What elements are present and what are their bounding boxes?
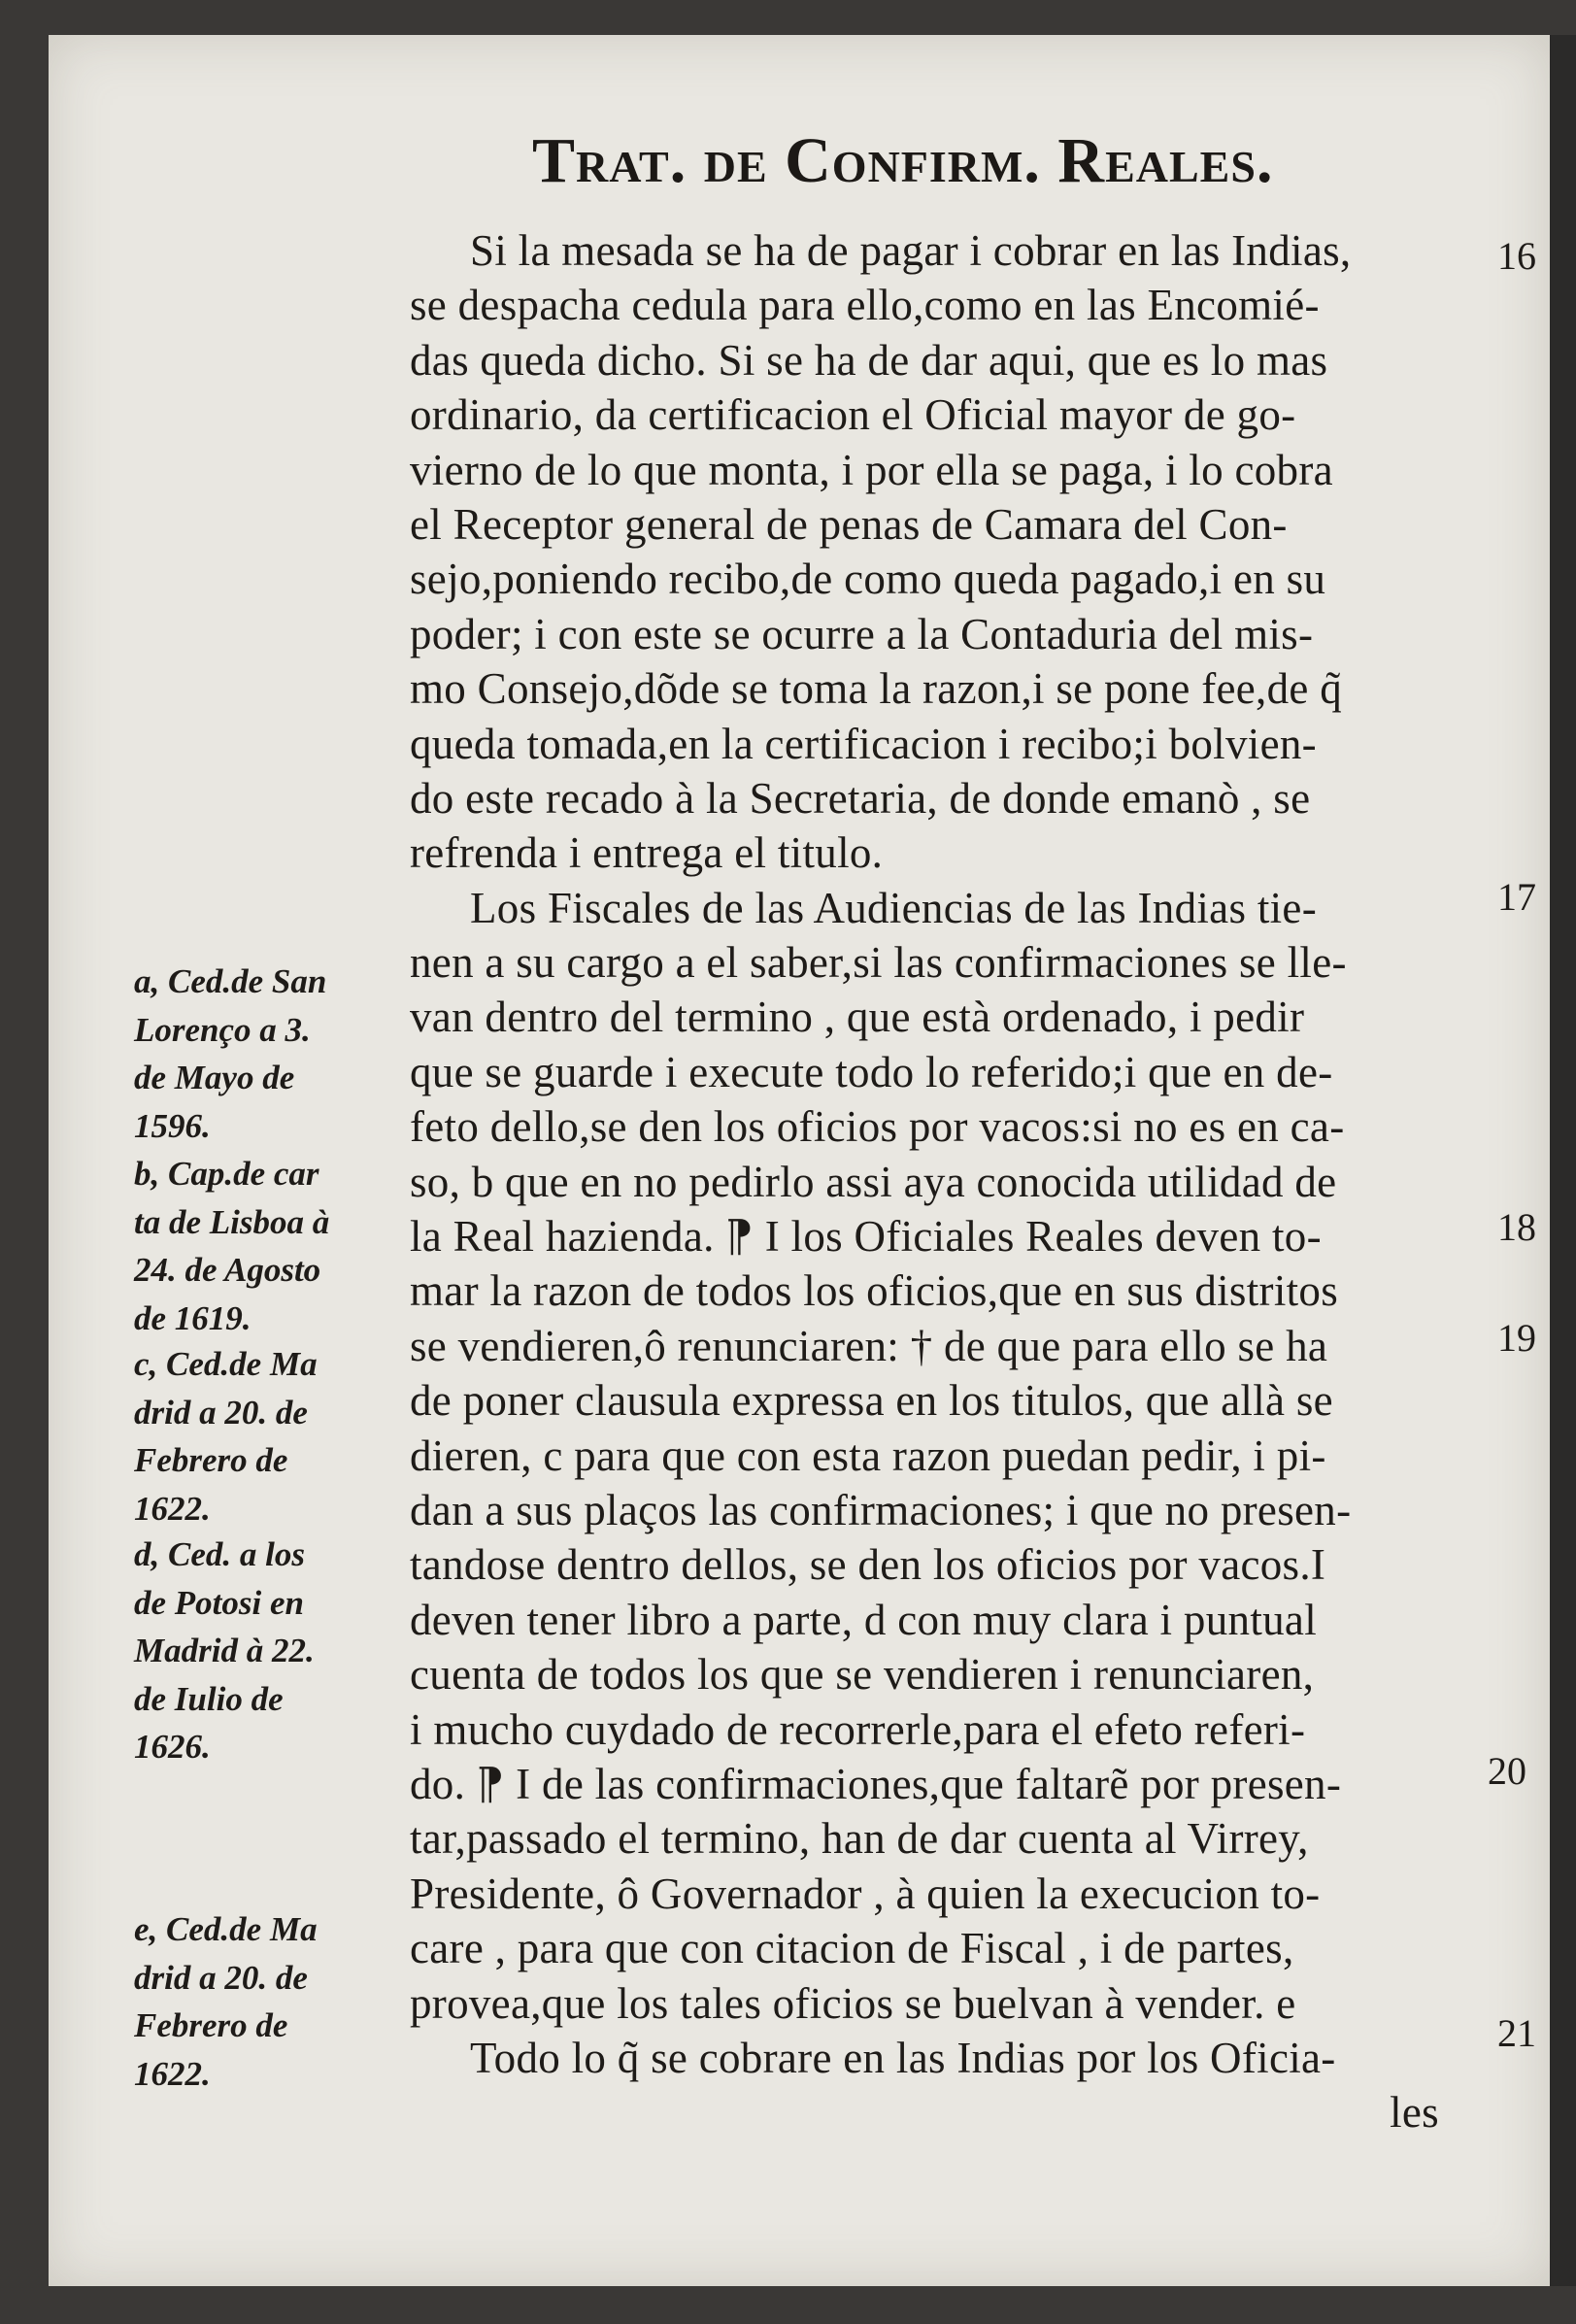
text-line: mar la razon de todos los oficios,que en sus distritos [410, 1266, 1339, 1316]
paragraph-number: 18 [1497, 1205, 1536, 1249]
text-line: tandose dentro dellos, se den los oficios por vacos.I [410, 1540, 1326, 1590]
text-line: ordinario, da certificacion el Oficial mayor de go- [410, 390, 1296, 440]
text-line: so, b que en no pedirlo assi aya conocida utilidad de [410, 1157, 1337, 1206]
text-line: de poner clausula expressa en los titulos, que allà se [410, 1376, 1333, 1426]
margin-note: b, Cap.de car ta de Lisboa à 24. de Agosto de 1619. [134, 1155, 330, 1337]
text-line: dan a sus plaços las confirmaciones; i que no presen- [410, 1485, 1352, 1534]
text-line: vierno de lo que monta, i por ella se paga, i lo cobra [410, 445, 1333, 494]
page-edge [1550, 35, 1576, 2286]
text-line: Todo lo q̃ se cobrare en las Indias por los Oficia- [470, 2033, 1336, 2082]
text-line: el Receptor general de penas de Camara del Con- [410, 499, 1288, 549]
text-line: do. ⁋ I de las confirmaciones,que faltarẽ por presen- [410, 1759, 1342, 1808]
paragraph-number: 16 [1497, 234, 1536, 278]
paragraph-number: 17 [1497, 875, 1536, 919]
text-line: van dentro del termino , que està ordenado, i pedir [410, 993, 1305, 1042]
text-line: mo Consejo,dõde se toma la razon,i se pone fee,de q̃ [410, 664, 1343, 714]
margin-note: d, Ced. a los de Potosi en Madrid à 22. de Iulio de 1626. [134, 1535, 315, 1766]
text-line: queda tomada,en la certificacion i recibo;i bolvien- [410, 719, 1317, 768]
main-text [410, 223, 1486, 2140]
text-line: Si la mesada se ha de pagar i cobrar en las Indias, [470, 226, 1352, 275]
catchword: les [1390, 2088, 1439, 2138]
text-line: Los Fiscales de las Audiencias de las Indias tie- [470, 883, 1317, 932]
text-line: refrenda i entrega el titulo. [410, 828, 884, 878]
paragraph-number: 19 [1497, 1316, 1536, 1360]
text-line: tar,passado el termino, han de dar cuenta al Virrey, [410, 1814, 1309, 1864]
margin-note: c, Ced.de Ma drid a 20. de Febrero de 1622. [134, 1345, 318, 1528]
text-line: la Real hazienda. ⁋ I los Oficiales Reales deven to- [410, 1212, 1322, 1262]
text-line: nen a su cargo a el saber,si las confirmaciones se lle- [410, 938, 1347, 988]
margin-note: a, Ced.de San Lorenço a 3. de Mayo de 1596. [134, 962, 327, 1145]
text-line: Presidente, ô Governador , à quien la execucion to- [410, 1869, 1321, 1918]
paragraph-number: 21 [1497, 2011, 1536, 2055]
text-line: sejo,poniendo recibo,de como queda pagado,i en su [410, 555, 1326, 604]
margin-note: e, Ced.de Ma drid a 20. de Febrero de 1622. [134, 1910, 318, 2093]
text-line: care , para que con citacion de Fiscal , i de partes, [410, 1924, 1294, 1973]
text-line: se despacha cedula para ello,como en las Encomié- [410, 281, 1320, 330]
text-line: cuenta de todos los que se vendieren i renunciaren, [410, 1650, 1315, 1700]
text-line: do este recado à la Secretaria, de donde emanò , se [410, 773, 1311, 823]
text-line: das queda dicho. Si se ha de dar aqui, que es lo mas [410, 335, 1328, 385]
text-line: i mucho cuydado de recorrerle,para el efeto referi- [410, 1704, 1306, 1754]
text-line: dieren, c para que con esta razon puedan pedir, i pi- [410, 1431, 1326, 1480]
text-line: poder; i con este se ocurre a la Contaduria del mis- [410, 609, 1314, 658]
text-line: se vendieren,ô renunciaren: † de que para ello se ha [410, 1321, 1328, 1370]
text-line: que se guarde i execute todo lo referido;i que en de- [410, 1047, 1333, 1096]
text-line: feto dello,se den los oficios por vacos:si no es en ca- [410, 1102, 1345, 1152]
text-line: provea,que los tales oficios se buelvan à vender. e [410, 1978, 1296, 2028]
running-header: Trat. de Confirm. Reales. [532, 125, 1274, 196]
paragraph-number: 20 [1488, 1749, 1526, 1793]
text-line: deven tener libro a parte, d con muy clara i puntual [410, 1595, 1317, 1644]
